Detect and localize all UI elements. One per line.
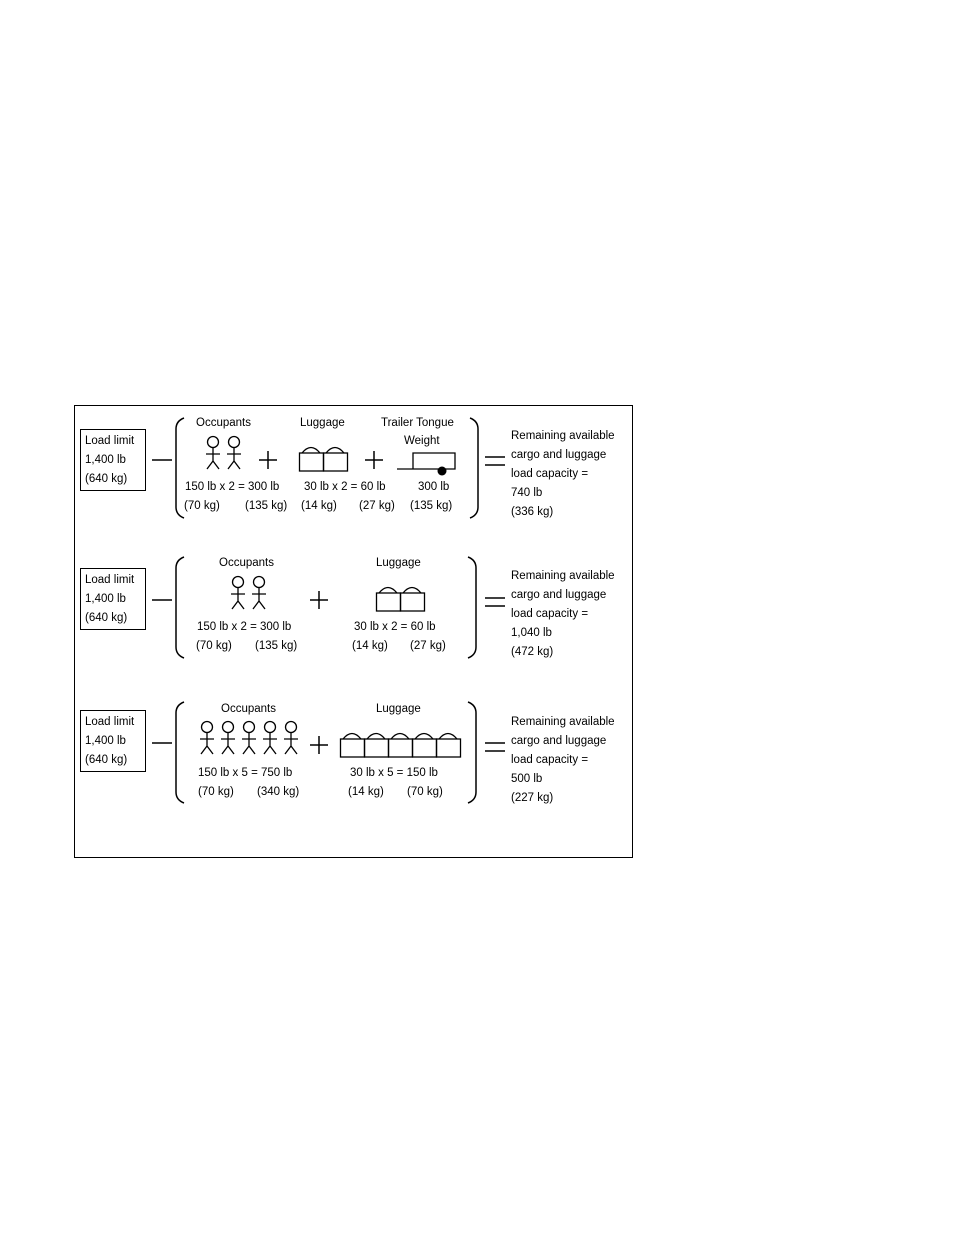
occupant-calculation: 150 lb x 2 = 300 lb [185,481,280,493]
occupant-calculation: 150 lb x 5 = 750 lb [198,767,293,779]
tongue-weight-kg: (135 kg) [410,500,453,512]
luggage-icon [401,588,425,612]
occupant-kg-each: (70 kg) [198,786,234,798]
remaining-line: load capacity = [511,608,589,620]
occupant-kg-each: (70 kg) [196,640,232,652]
luggage-kg-total: (27 kg) [410,640,446,652]
load-limit-label: Load limit [85,574,135,586]
remaining-capacity [511,567,615,662]
luggage-icon [389,734,413,758]
occupant-icon-group [204,436,244,472]
occupants-heading: Occupants [221,703,276,715]
occupants-heading: Occupants [196,417,251,429]
remaining-line: load capacity = [511,468,589,480]
luggage-icon [324,448,348,472]
remaining-line: cargo and luggage [511,735,607,747]
tongue-weight-lb: 300 lb [418,481,450,493]
remaining-line: Remaining available [511,716,615,728]
minus-sign [152,741,172,745]
left-bracket [174,701,186,804]
load-limit-lb: 1,400 lb [85,593,126,605]
occupant-calculation: 150 lb x 2 = 300 lb [197,621,292,633]
load-limit-label: Load limit [85,716,135,728]
luggage-icon [413,734,437,758]
remaining-kg: (336 kg) [511,506,554,518]
minus-sign [152,458,172,462]
remaining-capacity [511,713,615,808]
load-limit-kg: (640 kg) [85,473,128,485]
remaining-line: Remaining available [511,570,615,582]
remaining-line: Remaining available [511,430,615,442]
luggage-icon [437,734,461,758]
remaining-line: cargo and luggage [511,449,607,461]
occupant-kg-each: (70 kg) [184,500,220,512]
luggage-kg-each: (14 kg) [352,640,388,652]
load-limit-lb: 1,400 lb [85,735,126,747]
luggage-icon-group [340,729,462,759]
luggage-icon [377,588,401,612]
luggage-icon [365,734,389,758]
load-limit-box [80,429,146,491]
person-icon [252,577,266,610]
plus-sign [310,736,328,754]
remaining-capacity [511,427,615,522]
person-icon [206,437,220,470]
occupants-heading: Occupants [219,557,274,569]
equals-sign [485,741,505,753]
luggage-heading: Luggage [376,557,421,569]
remaining-line: load capacity = [511,754,589,766]
person-icon [284,722,298,755]
luggage-kg-total: (70 kg) [407,786,443,798]
equals-sign [485,455,505,467]
person-icon [200,722,214,755]
equals-sign [485,596,505,608]
luggage-kg-each: (14 kg) [348,786,384,798]
luggage-kg-total: (27 kg) [359,500,395,512]
left-bracket [174,556,186,659]
luggage-icon-group [299,443,349,473]
person-icon [221,722,235,755]
remaining-kg: (227 kg) [511,792,554,804]
person-icon [227,437,241,470]
load-limit-kg: (640 kg) [85,754,128,766]
plus-sign [365,451,383,469]
plus-sign [259,451,277,469]
load-limit-box [80,568,146,630]
luggage-icon-group [376,583,426,613]
load-limit-lb: 1,400 lb [85,454,126,466]
trailer-tongue-heading: Trailer Tongue [381,417,454,429]
luggage-heading: Luggage [300,417,345,429]
plus-sign [310,591,328,609]
person-icon [231,577,245,610]
trailer-hitch-icon [397,451,459,477]
luggage-kg-each: (14 kg) [301,500,337,512]
trailer-weight-heading: Weight [404,435,440,447]
load-limit-box [80,710,146,772]
right-bracket [468,417,480,519]
load-limit-kg: (640 kg) [85,612,128,624]
occupant-kg-total: (340 kg) [257,786,300,798]
occupant-kg-total: (135 kg) [245,500,288,512]
luggage-heading: Luggage [376,703,421,715]
right-bracket [466,701,478,804]
occupant-icon-group [196,721,300,757]
luggage-icon [341,734,365,758]
person-icon [263,722,277,755]
remaining-line: cargo and luggage [511,589,607,601]
luggage-calculation: 30 lb x 2 = 60 lb [304,481,386,493]
occupant-kg-total: (135 kg) [255,640,298,652]
remaining-lb: 740 lb [511,487,543,499]
luggage-icon [300,448,324,472]
remaining-kg: (472 kg) [511,646,554,658]
load-limit-label: Load limit [85,435,135,447]
minus-sign [152,598,172,602]
person-icon [242,722,256,755]
remaining-lb: 500 lb [511,773,543,785]
luggage-calculation: 30 lb x 5 = 150 lb [350,767,438,779]
luggage-calculation: 30 lb x 2 = 60 lb [354,621,436,633]
right-bracket [466,556,478,659]
occupant-icon-group [229,576,269,612]
remaining-lb: 1,040 lb [511,627,552,639]
